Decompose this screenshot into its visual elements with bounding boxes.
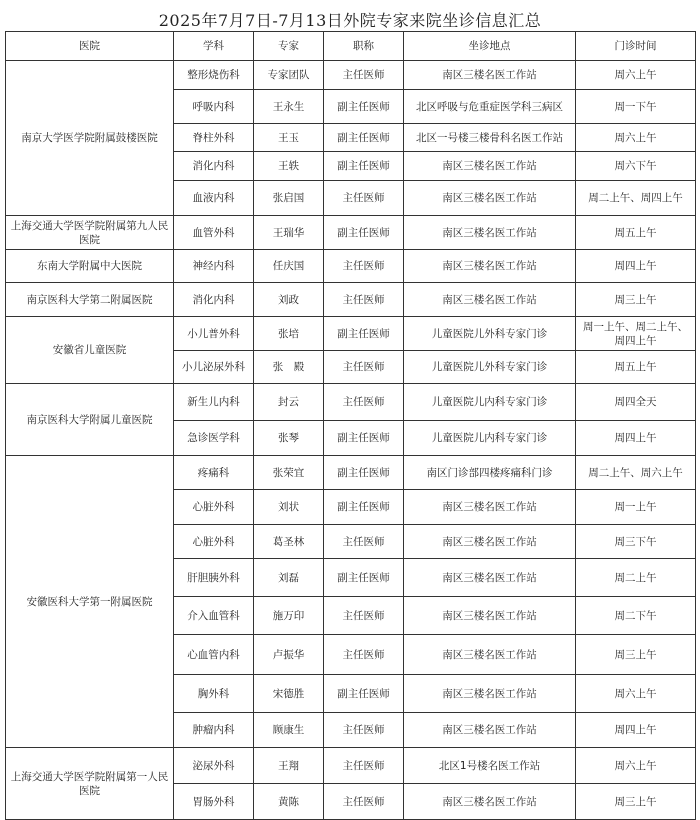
schedule-body (6, 61, 696, 820)
location-cell: 南区三楼名医工作站 (404, 490, 576, 525)
hospital-cell: 南京医科大学附属儿童医院 (6, 384, 174, 456)
title-cell: 主任医师 (324, 597, 404, 635)
expert-cell: 张培 (254, 317, 324, 351)
department-cell: 脊柱外科 (174, 124, 254, 152)
time-cell: 周四上午 (576, 250, 696, 283)
time-cell: 周二下午 (576, 597, 696, 635)
location-cell: 北区一号楼三楼骨科名医工作站 (404, 124, 576, 152)
title-cell: 主任医师 (324, 250, 404, 283)
title-cell: 主任医师 (324, 525, 404, 559)
department-cell: 胃肠外科 (174, 784, 254, 820)
department-cell: 整形烧伤科 (174, 61, 254, 90)
expert-cell: 王永生 (254, 90, 324, 124)
location-cell: 南区三楼名医工作站 (404, 152, 576, 181)
department-cell: 心血管内科 (174, 635, 254, 675)
department-cell: 血管外科 (174, 216, 254, 250)
location-cell: 南区三楼名医工作站 (404, 559, 576, 597)
location-cell: 儿童医院儿内科专家门诊 (404, 421, 576, 456)
table-row (6, 317, 696, 351)
time-cell: 周六下午 (576, 152, 696, 181)
header-hospital: 医院 (6, 32, 174, 61)
table-row (6, 283, 696, 317)
title-cell: 副主任医师 (324, 675, 404, 713)
expert-cell: 卢振华 (254, 635, 324, 675)
time-cell: 周五上午 (576, 216, 696, 250)
location-cell: 南区三楼名医工作站 (404, 597, 576, 635)
title-cell: 主任医师 (324, 181, 404, 216)
location-cell: 南区三楼名医工作站 (404, 784, 576, 820)
title-cell: 主任医师 (324, 784, 404, 820)
location-cell: 南区三楼名医工作站 (404, 250, 576, 283)
department-cell: 肿瘤内科 (174, 713, 254, 748)
hospital-cell: 南京大学医学院附属鼓楼医院 (6, 61, 174, 216)
location-cell: 南区三楼名医工作站 (404, 525, 576, 559)
hospital-cell: 安徽医科大学第一附属医院 (6, 456, 174, 748)
table-row (6, 250, 696, 283)
location-cell: 南区三楼名医工作站 (404, 61, 576, 90)
header-expert: 专家 (254, 32, 324, 61)
location-cell: 南区三楼名医工作站 (404, 181, 576, 216)
time-cell: 周三上午 (576, 784, 696, 820)
location-cell: 北区呼吸与危重症医学科三病区 (404, 90, 576, 124)
time-cell: 周二上午 (576, 559, 696, 597)
hospital-cell: 南京医科大学第二附属医院 (6, 283, 174, 317)
time-cell: 周六上午 (576, 675, 696, 713)
table-row (6, 456, 696, 490)
table-row (6, 384, 696, 421)
department-cell: 心脏外科 (174, 525, 254, 559)
location-cell: 南区三楼名医工作站 (404, 635, 576, 675)
department-cell: 疼痛科 (174, 456, 254, 490)
time-cell: 周六上午 (576, 748, 696, 784)
expert-cell: 葛圣林 (254, 525, 324, 559)
title-cell: 副主任医师 (324, 124, 404, 152)
location-cell: 南区门诊部四楼疼痛科门诊 (404, 456, 576, 490)
title-cell: 副主任医师 (324, 456, 404, 490)
title-cell: 副主任医师 (324, 559, 404, 597)
title-cell: 主任医师 (324, 384, 404, 421)
expert-cell: 顾康生 (254, 713, 324, 748)
expert-cell: 张启国 (254, 181, 324, 216)
time-cell: 周三下午 (576, 525, 696, 559)
title-cell: 主任医师 (324, 635, 404, 675)
department-cell: 介入血管科 (174, 597, 254, 635)
title-cell: 主任医师 (324, 351, 404, 384)
hospital-cell: 安徽省儿童医院 (6, 317, 174, 384)
header-row (6, 32, 696, 61)
department-cell: 小儿普外科 (174, 317, 254, 351)
hospital-cell: 东南大学附属中大医院 (6, 250, 174, 283)
expert-cell: 王玉 (254, 124, 324, 152)
expert-cell: 王瑞华 (254, 216, 324, 250)
location-cell: 儿童医院儿外科专家门诊 (404, 351, 576, 384)
header-location: 坐诊地点 (404, 32, 576, 61)
department-cell: 新生儿内科 (174, 384, 254, 421)
header-department: 学科 (174, 32, 254, 61)
expert-cell: 封云 (254, 384, 324, 421)
time-cell: 周六上午 (576, 124, 696, 152)
location-cell: 北区1号楼名医工作站 (404, 748, 576, 784)
expert-cell: 宋德胜 (254, 675, 324, 713)
expert-cell: 张琴 (254, 421, 324, 456)
time-cell: 周三上午 (576, 283, 696, 317)
table-row (6, 748, 696, 784)
time-cell: 周一上午 (576, 490, 696, 525)
expert-cell: 刘磊 (254, 559, 324, 597)
department-cell: 消化内科 (174, 152, 254, 181)
hospital-cell: 上海交通大学医学院附属第九人民医院 (6, 216, 174, 250)
department-cell: 肝胆胰外科 (174, 559, 254, 597)
title-cell: 副主任医师 (324, 421, 404, 456)
time-cell: 周一下午 (576, 90, 696, 124)
title-cell: 主任医师 (324, 748, 404, 784)
time-cell: 周二上午、周六上午 (576, 456, 696, 490)
title-cell: 副主任医师 (324, 490, 404, 525)
department-cell: 泌尿外科 (174, 748, 254, 784)
title-cell: 主任医师 (324, 283, 404, 317)
schedule-table (5, 31, 696, 820)
time-cell: 周三上午 (576, 635, 696, 675)
department-cell: 小儿泌尿外科 (174, 351, 254, 384)
location-cell: 南区三楼名医工作站 (404, 216, 576, 250)
expert-cell: 施万印 (254, 597, 324, 635)
time-cell: 周二上午、周四上午 (576, 181, 696, 216)
expert-cell: 任庆国 (254, 250, 324, 283)
department-cell: 神经内科 (174, 250, 254, 283)
table-row (6, 61, 696, 90)
title-cell: 副主任医师 (324, 90, 404, 124)
hospital-cell: 上海交通大学医学院附属第一人民医院 (6, 748, 174, 820)
time-cell: 周四上午 (576, 421, 696, 456)
table-row (6, 216, 696, 250)
location-cell: 儿童医院儿内科专家门诊 (404, 384, 576, 421)
title-cell: 主任医师 (324, 61, 404, 90)
time-cell: 周一上午、周二上午、周四上午 (576, 317, 696, 351)
department-cell: 呼吸内科 (174, 90, 254, 124)
expert-cell: 刘状 (254, 490, 324, 525)
header-title: 职称 (324, 32, 404, 61)
page-title: 2025年7月7日-7月13日外院专家来院坐诊信息汇总 (158, 11, 542, 30)
title-cell: 副主任医师 (324, 317, 404, 351)
time-cell: 周四全天 (576, 384, 696, 421)
department-cell: 急诊医学科 (174, 421, 254, 456)
department-cell: 消化内科 (174, 283, 254, 317)
expert-cell: 王轶 (254, 152, 324, 181)
department-cell: 胸外科 (174, 675, 254, 713)
location-cell: 南区三楼名医工作站 (404, 283, 576, 317)
expert-cell: 张荣宜 (254, 456, 324, 490)
location-cell: 儿童医院儿外科专家门诊 (404, 317, 576, 351)
expert-cell: 专家团队 (254, 61, 324, 90)
expert-cell: 黄陈 (254, 784, 324, 820)
header-time: 门诊时间 (576, 32, 696, 61)
location-cell: 南区三楼名医工作站 (404, 675, 576, 713)
time-cell: 周五上午 (576, 351, 696, 384)
expert-cell: 刘政 (254, 283, 324, 317)
title-cell: 副主任医师 (324, 216, 404, 250)
title-cell: 副主任医师 (324, 152, 404, 181)
expert-cell: 王翔 (254, 748, 324, 784)
time-cell: 周六上午 (576, 61, 696, 90)
expert-cell: 张 殿 (254, 351, 324, 384)
department-cell: 心脏外科 (174, 490, 254, 525)
title-cell: 主任医师 (324, 713, 404, 748)
time-cell: 周四上午 (576, 713, 696, 748)
department-cell: 血液内科 (174, 181, 254, 216)
location-cell: 南区三楼名医工作站 (404, 713, 576, 748)
